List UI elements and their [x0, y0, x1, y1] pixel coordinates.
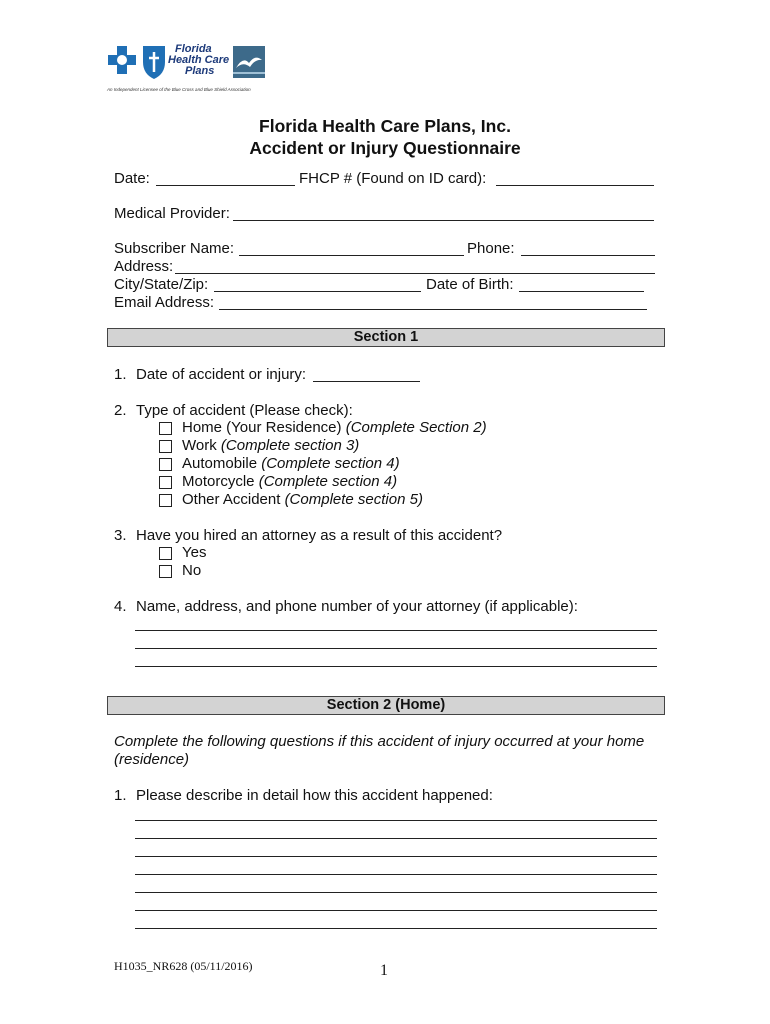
description-line-7[interactable]	[135, 928, 657, 929]
medical-provider-field[interactable]	[233, 220, 654, 221]
description-line-2[interactable]	[135, 838, 657, 839]
no-option-label: No	[182, 562, 202, 579]
attorney-line-1[interactable]	[135, 630, 657, 631]
phone-label: Phone:	[467, 240, 515, 257]
date-label: Date:	[114, 170, 150, 187]
medical-provider-label: Medical Provider:	[114, 205, 230, 222]
fhcp-number-field[interactable]	[496, 185, 654, 186]
phone-field[interactable]	[521, 255, 655, 256]
logo	[107, 42, 267, 94]
description-line-3[interactable]	[135, 856, 657, 857]
section-2-intro-line1: Complete the following questions if this accident of injury occurred at your home	[114, 733, 645, 750]
subscriber-name-field[interactable]	[239, 255, 464, 256]
attorney-line-2[interactable]	[135, 648, 657, 649]
date-of-birth-label: Date of Birth:	[426, 276, 514, 293]
yes-option-label: Yes	[182, 544, 207, 561]
home-checkbox[interactable]	[159, 422, 172, 435]
section-2-q1-text: Please describe in detail how this accident happened:	[136, 787, 493, 804]
work-option: Work (Complete section 3)	[182, 437, 360, 454]
q1-text: Date of accident or injury:	[136, 366, 307, 383]
other-accident-checkbox[interactable]	[159, 494, 172, 507]
email-address-label: Email Address:	[114, 294, 215, 311]
page-subtitle: Accident or Injury Questionnaire	[249, 138, 521, 158]
bird-emblem-icon	[233, 46, 265, 78]
logo-tagline: An Independent Licensee of the Blue Cross and Blue Shield Association	[107, 87, 251, 92]
date-of-birth-field[interactable]	[519, 291, 644, 292]
fhcp-label: FHCP # (Found on ID card):	[299, 170, 487, 187]
yes-checkbox[interactable]	[159, 547, 172, 560]
section-2-header: Section 2 (Home)	[107, 696, 665, 715]
q2-number: 2.	[114, 402, 127, 419]
city-state-zip-field[interactable]	[214, 291, 421, 292]
description-line-4[interactable]	[135, 874, 657, 875]
accident-date-field[interactable]	[313, 381, 420, 382]
motorcycle-option: Motorcycle (Complete section 4)	[182, 473, 398, 490]
section-2-q1-number: 1.	[114, 787, 127, 804]
automobile-option: Automobile (Complete section 4)	[182, 455, 400, 472]
section-2-intro-line2: (residence)	[114, 751, 190, 768]
logo-name-line3: Plans	[185, 65, 215, 77]
logo-name-line1: Florida	[175, 43, 212, 55]
blue-cross-blue-shield-icon	[107, 42, 171, 82]
motorcycle-checkbox[interactable]	[159, 476, 172, 489]
work-checkbox[interactable]	[159, 440, 172, 453]
q1-number: 1.	[114, 366, 127, 383]
section-1-header: Section 1	[107, 328, 665, 347]
address-field[interactable]	[175, 273, 655, 274]
city-state-zip-label: City/State/Zip:	[114, 276, 209, 293]
q4-text: Name, address, and phone number of your attorney (if applicable):	[136, 598, 578, 615]
form-code: H1035_NR628 (05/11/2016)	[114, 959, 253, 973]
q3-number: 3.	[114, 527, 127, 544]
attorney-line-3[interactable]	[135, 666, 657, 667]
page-title: Florida Health Care Plans, Inc.	[259, 116, 511, 136]
automobile-checkbox[interactable]	[159, 458, 172, 471]
q4-number: 4.	[114, 598, 127, 615]
logo-name-line2: Health Care	[168, 54, 230, 66]
no-checkbox[interactable]	[159, 565, 172, 578]
description-line-6[interactable]	[135, 910, 657, 911]
q2-text: Type of accident (Please check):	[136, 402, 353, 419]
description-line-1[interactable]	[135, 820, 657, 821]
page-number: 1	[380, 962, 388, 979]
q3-text: Have you hired an attorney as a result of this accident?	[136, 527, 503, 544]
date-field[interactable]	[156, 185, 295, 186]
home-option: Home (Your Residence) (Complete Section 2)	[182, 419, 487, 436]
address-label: Address:	[114, 258, 174, 275]
description-line-5[interactable]	[135, 892, 657, 893]
subscriber-name-label: Subscriber Name:	[114, 240, 235, 257]
other-accident-option: Other Accident (Complete section 5)	[182, 491, 423, 508]
email-address-field[interactable]	[219, 309, 647, 310]
